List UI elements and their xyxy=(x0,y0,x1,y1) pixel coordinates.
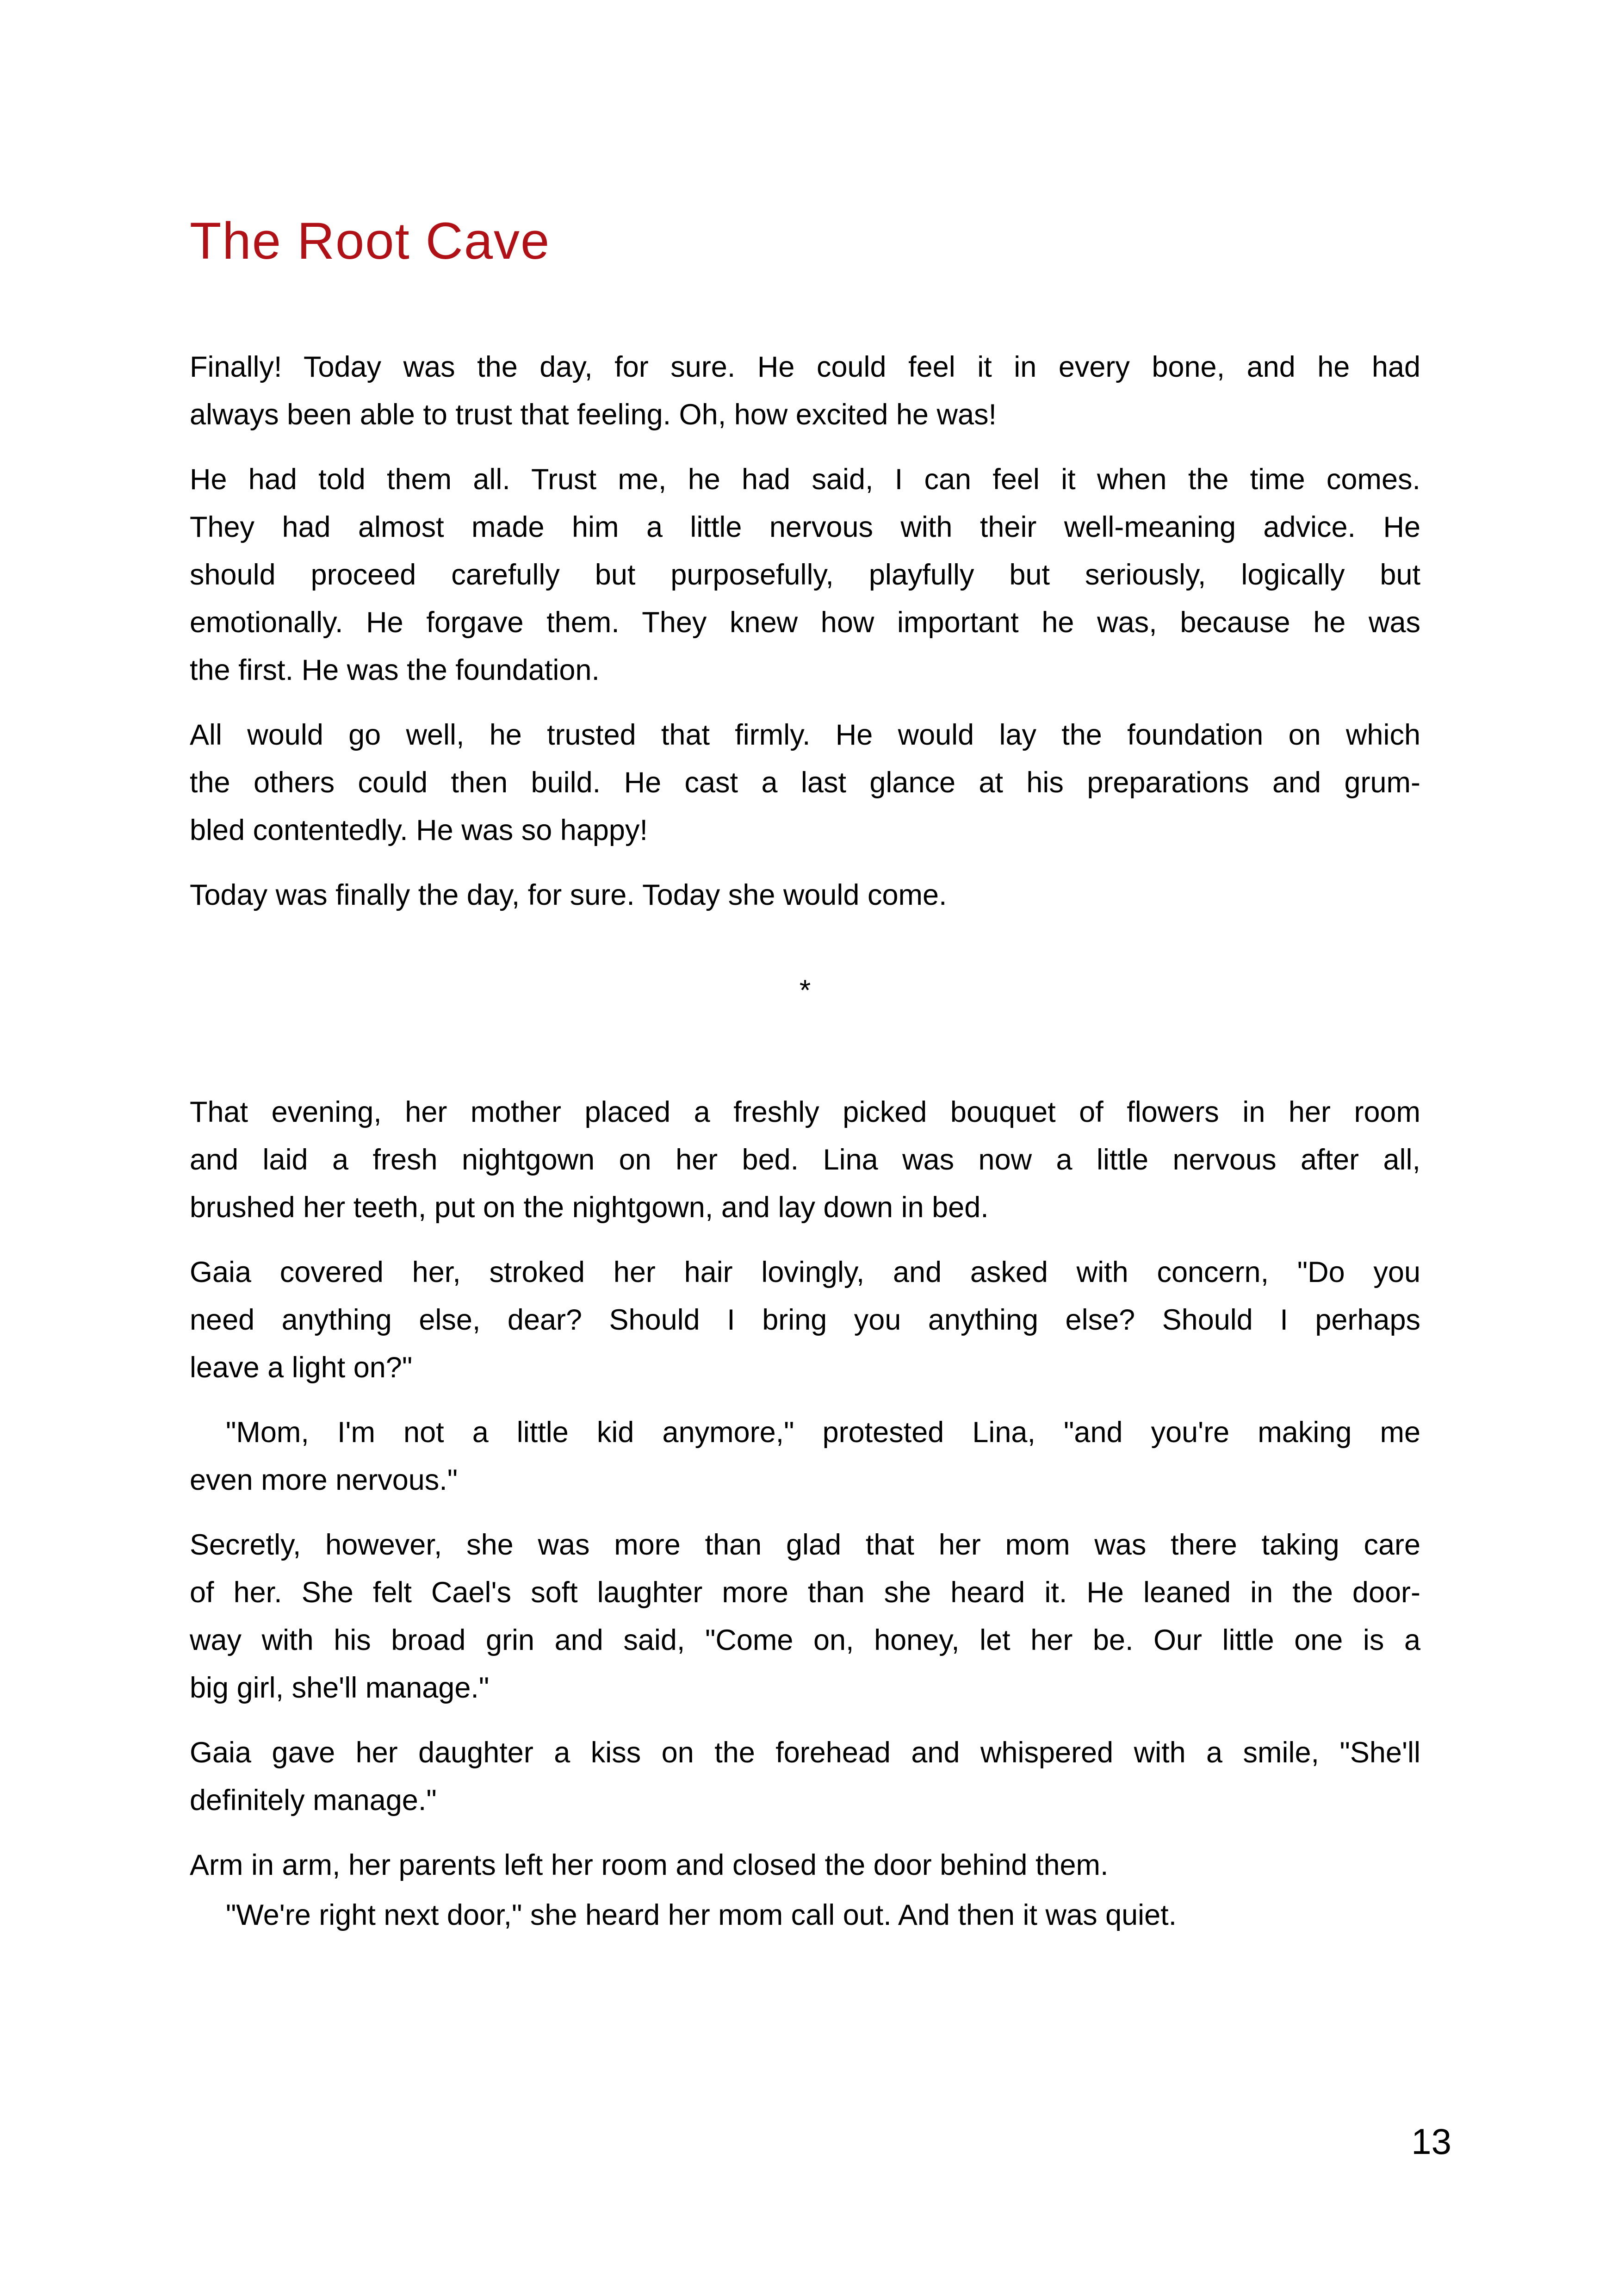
paragraph xyxy=(190,1409,1420,1504)
paragraph xyxy=(190,1089,1420,1232)
text-line: leave a light on?" xyxy=(190,1351,413,1384)
text-line: way with his broad grin and said, "Come on, honey, let her be. Our little one is a xyxy=(190,1624,1420,1656)
text-line: and laid a fresh nightgown on her bed. Lina was now a little nervous after all, xyxy=(190,1144,1420,1176)
section-separator xyxy=(190,967,1420,1014)
text-line: need anything else, dear? Should I bring you anything else? Should I perhaps xyxy=(190,1304,1420,1336)
text-line: Gaia covered her, stroked her hair lovingly, and asked with concern, "Do you xyxy=(190,1256,1420,1288)
paragraph xyxy=(190,456,1420,694)
text-line: "Mom, I'm not a little kid anymore," protested Lina, "and you're making me xyxy=(226,1416,1420,1449)
text-line: big girl, she'll manage." xyxy=(190,1672,490,1704)
text-line: emotionally. He forgave them. They knew how important he was, because he was xyxy=(190,606,1420,639)
text-line: of her. She felt Cael's soft laughter more than she heard it. He leaned in the door- xyxy=(190,1576,1420,1609)
text-line: "We're right next door," she heard her mom call out. And then it was quiet. xyxy=(226,1899,1177,1931)
text-line: even more nervous." xyxy=(190,1464,458,1496)
text-line: Finally! Today was the day, for sure. He could feel it in every bone, and he had xyxy=(190,351,1420,383)
text-line: That evening, her mother placed a freshly picked bouquet of flowers in her room xyxy=(190,1096,1420,1128)
page-number: 13 xyxy=(1411,2121,1451,2162)
page-content xyxy=(190,212,1420,1939)
text-line: brushed her teeth, put on the nightgown, and lay down in bed. xyxy=(190,1191,989,1224)
paragraph xyxy=(190,1521,1420,1712)
text-line: the first. He was the foundation. xyxy=(190,654,600,686)
text-line: He had told them all. Trust me, he had said, I can feel it when the time comes. xyxy=(190,463,1420,496)
text-line: All would go well, he trusted that firmly. He would lay the foundation on which xyxy=(190,719,1420,751)
text-line: * xyxy=(799,974,811,1007)
paragraph xyxy=(190,1842,1420,1889)
body-text xyxy=(190,343,1420,1939)
text-line: Arm in arm, her parents left her room and closed the door behind them. xyxy=(190,1849,1109,1881)
text-line: should proceed carefully but purposefully, playfully but seriously, logically but xyxy=(190,559,1420,591)
text-line: the others could then build. He cast a last glance at his preparations and grum- xyxy=(190,766,1420,799)
paragraph xyxy=(190,1892,1420,1939)
chapter-title: The Root Cave xyxy=(190,212,551,270)
paragraph xyxy=(190,871,1420,919)
paragraph xyxy=(190,711,1420,854)
text-line: bled contentedly. He was so happy! xyxy=(190,814,648,846)
text-line: Secretly, however, she was more than glad that her mom was there taking care xyxy=(190,1529,1420,1561)
paragraph xyxy=(190,1729,1420,1824)
text-line: They had almost made him a little nervous with their well-meaning advice. He xyxy=(190,511,1420,543)
text-line: always been able to trust that feeling. Oh, how excited he was! xyxy=(190,398,997,431)
paragraph xyxy=(190,1249,1420,1392)
text-line: Gaia gave her daughter a kiss on the forehead and whispered with a smile, "She'll xyxy=(190,1736,1420,1769)
text-line: definitely manage." xyxy=(190,1784,437,1817)
paragraph xyxy=(190,343,1420,439)
text-line: Today was finally the day, for sure. Today she would come. xyxy=(190,879,947,911)
